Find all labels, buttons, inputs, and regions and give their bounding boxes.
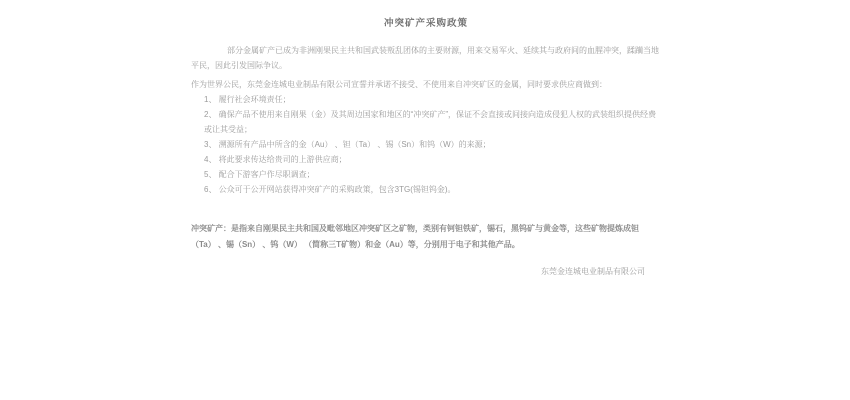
requirements-list [191, 92, 661, 197]
definition-paragraph: 冲突矿产：是指来自刚果民主共和国及毗邻地区冲突矿区之矿物，类别有钶钽铁矿，锡石，黑钨矿与黄金等，这些矿物提炼成钽（Ta） 、锡（Sn） 、钨（W） （简称三T矿物）和金（Au）等，分别用于电子和其他产品。 [191, 224, 639, 249]
requirement-item-5: 5、 配合下游客户作尽职调查； [204, 170, 315, 179]
requirement-item-2: 2、 确保产品不使用来自刚果（金）及其周边国家和地区的“冲突矿产”，保证不会直接或间接向造成侵犯人权的武装组织提供经费或让其受益； [204, 110, 656, 134]
requirement-item-1: 1、 履行社会环境责任； [204, 95, 291, 104]
pledge-paragraph: 作为世界公民，东莞金连城电业制品有限公司宣誓并承诺不接受、不使用来自冲突矿区的金属，同时要求供应商做到： [191, 80, 607, 89]
requirement-item-4: 4、 将此要求传达给贵司的上游供应商； [204, 155, 347, 164]
conflict-minerals-policy-document [191, 16, 661, 279]
requirement-item-3: 3、 溯源所有产品中所含的金（Au） 、钽（Ta） 、锡（Sn）和钨（W）的来源； [204, 140, 491, 149]
requirement-item-6: 6、 公众可于公开网站获得冲突矿产的采购政策，包含3TG(锡钽钨金)。 [204, 185, 456, 194]
document-title: 冲突矿产采购政策 [383, 18, 468, 29]
company-signature: 东莞金连城电业制品有限公司 [541, 267, 645, 276]
intro-paragraph: 部分金属矿产已成为非洲刚果民主共和国武装叛乱团体的主要财源，用来交易军火、延续其与政府间的血腥冲突，蹂躏当地平民，因此引发国际争议。 [191, 46, 659, 70]
